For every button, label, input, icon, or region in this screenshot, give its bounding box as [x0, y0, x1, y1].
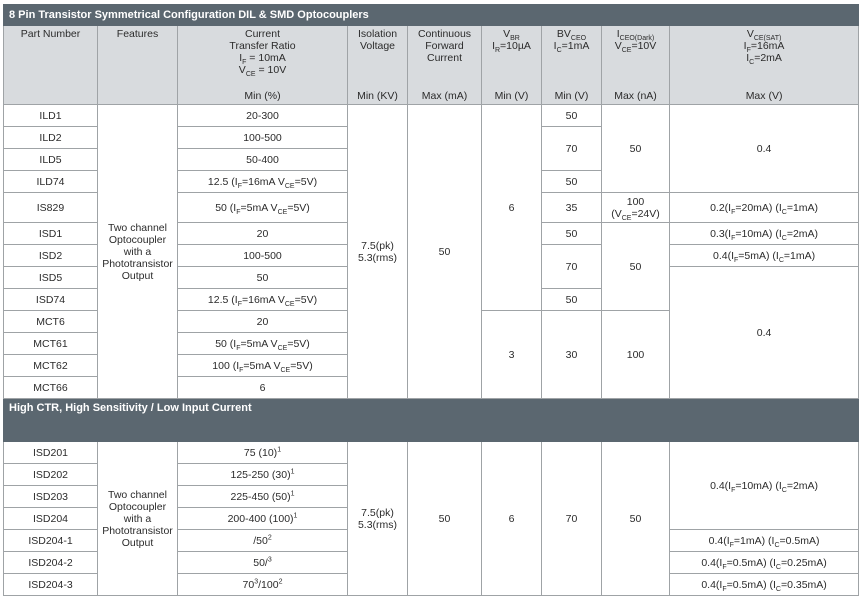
- bvceo-cell: 70: [542, 245, 602, 289]
- part-number: ISD1: [4, 223, 98, 245]
- vce-cell: $0.4(I_F=1mA)$ $(I_C=0.5mA)$: [670, 530, 859, 552]
- ctr-cell: 50: [178, 267, 348, 289]
- section1-title: 8 Pin Transistor Symmetrical Configuration DIL & SMD Optocouplers: [4, 5, 859, 26]
- iceo-cell: 50: [602, 105, 670, 193]
- header-ctr: Current Transfer Ratio $I_F = 10mA$ $V_{CE} = 10V$ Min (%): [178, 26, 348, 105]
- header-iceo: $I_{CEO(Dark)}$ $V_{CE}=10V$ Max (nA): [602, 26, 670, 105]
- part-number: ISD203: [4, 486, 98, 508]
- ctr-cell: $/50^2$: [178, 530, 348, 552]
- vce-cell: $0.4(I_F=0.5mA)$ $(I_C=0.25mA)$: [670, 552, 859, 574]
- table-row: [4, 105, 859, 127]
- ctr-cell: 20: [178, 311, 348, 333]
- part-number: ILD74: [4, 171, 98, 193]
- header-isolation: Isolation Voltage Min (KV): [348, 26, 408, 105]
- ctr-cell: 12.5 ($I_F=16mA$ $V_{CE}=5V$): [178, 171, 348, 193]
- vbr-cell: 6: [482, 105, 542, 311]
- part-number: ISD204: [4, 508, 98, 530]
- vce-cell: $0.4(I_F=10mA)$ $(I_C=2mA)$: [670, 442, 859, 530]
- vce-cell: $0.4(I_F=0.5mA)$ $(I_C=0.35mA)$: [670, 574, 859, 596]
- ctr-cell: 50-400: [178, 149, 348, 171]
- ctr-cell: 100-500: [178, 127, 348, 149]
- header-features: Features: [98, 26, 178, 105]
- ctr-cell: 100-500: [178, 245, 348, 267]
- table-row: [4, 442, 859, 464]
- bvceo-cell: 50: [542, 223, 602, 245]
- part-number: ISD204-3: [4, 574, 98, 596]
- vce-cell: $0.4(I_F=5mA)$ $(I_C=1mA)$: [670, 245, 859, 267]
- header-part-number: Part Number: [4, 26, 98, 105]
- vbr-cell: 3: [482, 311, 542, 399]
- ctr-cell: 12.5 ($I_F=16mA$ $V_{CE}=5V$): [178, 289, 348, 311]
- part-number: MCT6: [4, 311, 98, 333]
- ctr-cell: 125-250 $(30)^1$: [178, 464, 348, 486]
- iceo-cell: 50: [602, 442, 670, 596]
- part-number: ISD74: [4, 289, 98, 311]
- ctr-cell: 6: [178, 377, 348, 399]
- header-row: [4, 26, 859, 105]
- vbr-cell: 6: [482, 442, 542, 596]
- isolation-cell: 7.5(pk) 5.3(rms): [348, 442, 408, 596]
- section-title-row: [4, 399, 859, 442]
- iceo-cell: 100: [602, 311, 670, 399]
- iceo-cell: 100 $(V_{CE}=24V)$: [602, 193, 670, 223]
- part-number: ILD1: [4, 105, 98, 127]
- part-number: ILD2: [4, 127, 98, 149]
- bvceo-cell: 70: [542, 442, 602, 596]
- ctr-cell: $70^3/100^2$: [178, 574, 348, 596]
- isolation-cell: 7.5(pk) 5.3(rms): [348, 105, 408, 399]
- part-number: ILD5: [4, 149, 98, 171]
- ctr-cell: 75 $(10)^1$: [178, 442, 348, 464]
- vce-cell: 0.4: [670, 267, 859, 399]
- part-number: ISD2: [4, 245, 98, 267]
- header-forward-current: Continuous Forward Current Max (mA): [408, 26, 482, 105]
- features-cell: Two channel Optocoupler with a Phototransistor Output: [98, 442, 178, 596]
- header-vce-sat: $V_{CE(SAT)}$ $I_F=16mA$ $I_C=2mA$ Max (V): [670, 26, 859, 105]
- part-number: ISD204-1: [4, 530, 98, 552]
- bvceo-cell: 70: [542, 127, 602, 171]
- part-number: MCT66: [4, 377, 98, 399]
- bvceo-cell: 50: [542, 105, 602, 127]
- part-number: MCT61: [4, 333, 98, 355]
- bvceo-cell: 50: [542, 289, 602, 311]
- features-cell: Two channel Optocoupler with a Phototransistor Output: [98, 105, 178, 399]
- ctr-cell: 200-400 $(100)^1$: [178, 508, 348, 530]
- part-number: ISD204-2: [4, 552, 98, 574]
- header-vbr: $V_{BR}$ $I_R=10\mu A$ Min (V): [482, 26, 542, 105]
- part-number: IS829: [4, 193, 98, 223]
- ctr-cell: 20-300: [178, 105, 348, 127]
- forward-current-cell: 50: [408, 442, 482, 596]
- bvceo-cell: 30: [542, 311, 602, 399]
- vce-cell: $0.2(I_F=20mA)$ $(I_C=1mA)$: [670, 193, 859, 223]
- part-number: ISD5: [4, 267, 98, 289]
- part-number: ISD201: [4, 442, 98, 464]
- ctr-cell: 225-450 $(50)^1$: [178, 486, 348, 508]
- ctr-cell: 100 ($I_F=5mA$ $V_{CE}=5V$): [178, 355, 348, 377]
- bvceo-cell: 35: [542, 193, 602, 223]
- bvceo-cell: 50: [542, 171, 602, 193]
- vce-cell: 0.4: [670, 105, 859, 193]
- ctr-cell: 50/$^3$: [178, 552, 348, 574]
- ctr-cell: 50 ($I_F=5mA$ $V_{CE}=5V$): [178, 333, 348, 355]
- optocoupler-table: [3, 4, 859, 596]
- part-number: ISD202: [4, 464, 98, 486]
- ctr-cell: 20: [178, 223, 348, 245]
- ctr-cell: 50 ($I_F=5mA$ $V_{CE}=5V$): [178, 193, 348, 223]
- header-bvceo: $BV_{CEO}$ $I_C=1mA$ Min (V): [542, 26, 602, 105]
- part-number: MCT62: [4, 355, 98, 377]
- section2-title: High CTR, High Sensitivity / Low Input Current: [4, 399, 859, 442]
- iceo-cell: 50: [602, 223, 670, 311]
- section-title-row: [4, 5, 859, 26]
- vce-cell: $0.3(I_F=10mA)$ $(I_C=2mA)$: [670, 223, 859, 245]
- forward-current-cell: 50: [408, 105, 482, 399]
